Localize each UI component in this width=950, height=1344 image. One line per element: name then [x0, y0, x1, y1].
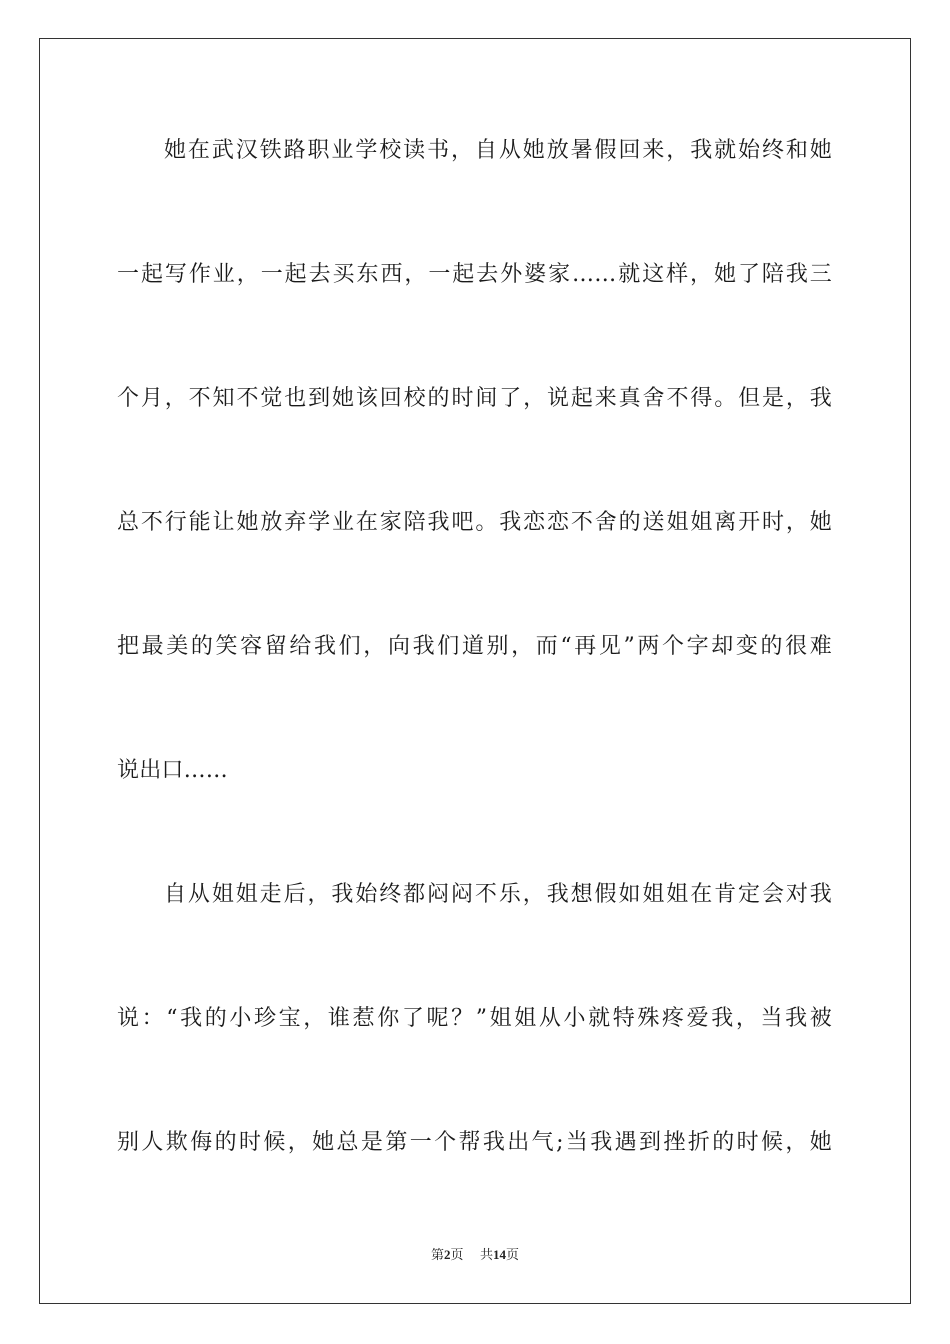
- total-pages-indicator: [480, 1246, 519, 1265]
- page-indicator: [431, 1246, 464, 1265]
- page-prefix: 第: [430, 1248, 444, 1263]
- paragraph-1-line-1: 她在武汉铁路职业学校读书，自从她放暑假回来，我就始终和她: [164, 138, 832, 163]
- paragraph-1-line-6: 说出口……: [117, 758, 229, 783]
- total-suffix: 页: [506, 1248, 520, 1263]
- paragraph-1-line-4: 总不行能让她放弃学业在家陪我吧。我恋恋不舍的送姐姐离开时，她: [117, 510, 832, 535]
- paragraph-2-line-3: 别人欺侮的时候，她总是第一个帮我出气;当我遇到挫折的时候，她: [117, 1130, 832, 1155]
- page-footer: [0, 1246, 950, 1265]
- paragraph-1-line-2: 一起写作业，一起去买东西，一起去外婆家……就这样，她了陪我三: [117, 262, 832, 287]
- total-prefix: 共: [480, 1248, 494, 1263]
- total-pages-number: 14: [493, 1247, 507, 1262]
- page-suffix: 页: [450, 1248, 464, 1263]
- page-border: [39, 38, 911, 1304]
- page-number: 2: [443, 1247, 451, 1262]
- paragraph-1-line-3: 个月，不知不觉也到她该回校的时间了，说起来真舍不得。但是，我: [117, 386, 832, 411]
- paragraph-1-line-5: 把最美的笑容留给我们，向我们道别，而“再见”两个字却变的很难: [117, 634, 832, 659]
- paragraph-2-line-2: 说：“我的小珍宝，谁惹你了呢？”姐姐从小就特殊疼爱我，当我被: [117, 1006, 832, 1031]
- paragraph-2-line-1: 自从姐姐走后，我始终都闷闷不乐，我想假如姐姐在肯定会对我: [164, 882, 832, 907]
